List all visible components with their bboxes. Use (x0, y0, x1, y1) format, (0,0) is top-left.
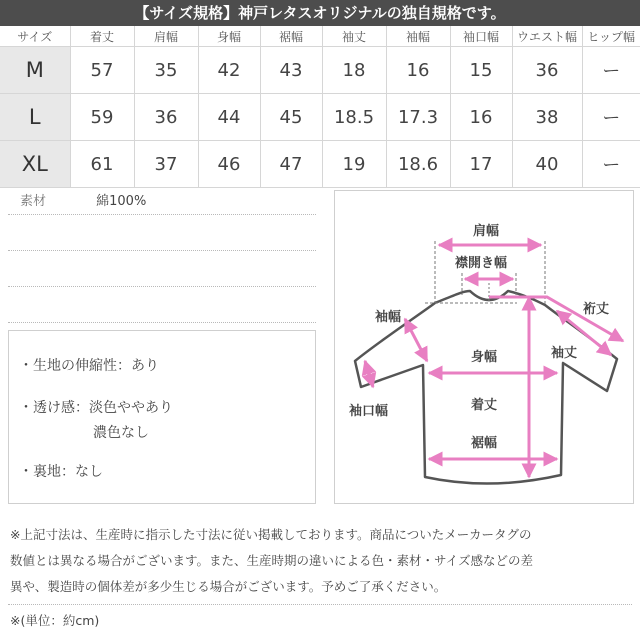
size-label: M (0, 47, 70, 94)
note-line: ※上記寸法は、生産時に指示した寸法に従い掲載しております。商品についたメーカータグの (10, 527, 532, 542)
table-cell: ー (582, 141, 640, 188)
fabric-properties-box (8, 330, 316, 504)
measurement-diagram (334, 190, 634, 504)
column-header: 肩幅 (134, 26, 198, 47)
table-cell: 45 (260, 94, 322, 141)
empty-row (8, 263, 316, 287)
column-header: ウエスト幅 (512, 26, 582, 47)
table-cell: 15 (450, 47, 512, 94)
sleeve-length-label: 袖丈 (551, 346, 578, 361)
table-cell: 16 (386, 47, 450, 94)
column-header: サイズ (0, 26, 70, 47)
column-header: 袖丈 (322, 26, 386, 47)
empty-row (8, 227, 316, 251)
material-row (8, 191, 316, 215)
table-cell: ー (582, 94, 640, 141)
table-cell: 18 (322, 47, 386, 94)
stretch-property: ・生地の伸縮性：あり (19, 358, 159, 374)
body-width-label: 身幅 (471, 350, 498, 365)
material-label: 素材 (20, 194, 47, 209)
size-table-header (0, 26, 640, 47)
table-row (0, 47, 640, 94)
table-cell: 40 (512, 141, 582, 188)
raglan-label: 裄丈 (583, 302, 610, 317)
sheer-property: ・透け感：淡色ややあり (19, 400, 173, 416)
table-cell: 44 (198, 94, 260, 141)
column-header: 裾幅 (260, 26, 322, 47)
table-cell: 46 (198, 141, 260, 188)
table-cell: 18.6 (386, 141, 450, 188)
table-cell: 35 (134, 47, 198, 94)
table-row (0, 141, 640, 188)
table-cell: 36 (512, 47, 582, 94)
table-cell: 17 (450, 141, 512, 188)
column-header: 身幅 (198, 26, 260, 47)
column-header: 袖幅 (386, 26, 450, 47)
note-line: 数値とは異なる場合がございます。また、生産時期の違いによる色・素材・サイズ感などの差 (10, 553, 534, 568)
size-spec-header: 【サイズ規格】神戸レタスオリジナルの独自規格です。 (0, 0, 640, 26)
column-header: 着丈 (70, 26, 134, 47)
sleeve-width-arrow (405, 319, 427, 361)
table-cell: 43 (260, 47, 322, 94)
table-cell: 37 (134, 141, 198, 188)
table-cell: 17.3 (386, 94, 450, 141)
empty-row (8, 299, 316, 323)
length-label: 着丈 (471, 398, 498, 413)
sleeve-width-label: 袖幅 (375, 310, 402, 325)
table-cell: 19 (322, 141, 386, 188)
shirt-diagram-svg (335, 191, 633, 503)
table-cell: 42 (198, 47, 260, 94)
table-cell: 47 (260, 141, 322, 188)
column-header: 袖口幅 (450, 26, 512, 47)
divider (8, 604, 632, 605)
neck-label: 襟開き幅 (455, 256, 508, 271)
unit-note: ※(単位：約cm) (10, 613, 100, 628)
table-cell: 16 (450, 94, 512, 141)
hem-label: 裾幅 (471, 436, 498, 451)
note-line: 異や、製造時の個体差が多少生じる場合がございます。予めご了承ください。 (10, 579, 447, 594)
table-cell: 59 (70, 94, 134, 141)
size-label: L (0, 94, 70, 141)
size-table (0, 26, 640, 188)
table-cell: 38 (512, 94, 582, 141)
size-label: XL (0, 141, 70, 188)
lining-property: ・裏地：なし (19, 464, 103, 480)
table-cell: 57 (70, 47, 134, 94)
cuff-label: 袖口幅 (349, 404, 389, 419)
table-cell: ー (582, 47, 640, 94)
sheer-dark-property: 濃色なし (93, 425, 149, 441)
material-section (8, 191, 316, 335)
material-value: 綿100% (96, 194, 147, 209)
notes (10, 522, 632, 600)
table-cell: 36 (134, 94, 198, 141)
shoulder-label: 肩幅 (473, 224, 500, 239)
table-row (0, 94, 640, 141)
table-cell: 61 (70, 141, 134, 188)
column-header: ヒップ幅 (582, 26, 640, 47)
table-cell: 18.5 (322, 94, 386, 141)
